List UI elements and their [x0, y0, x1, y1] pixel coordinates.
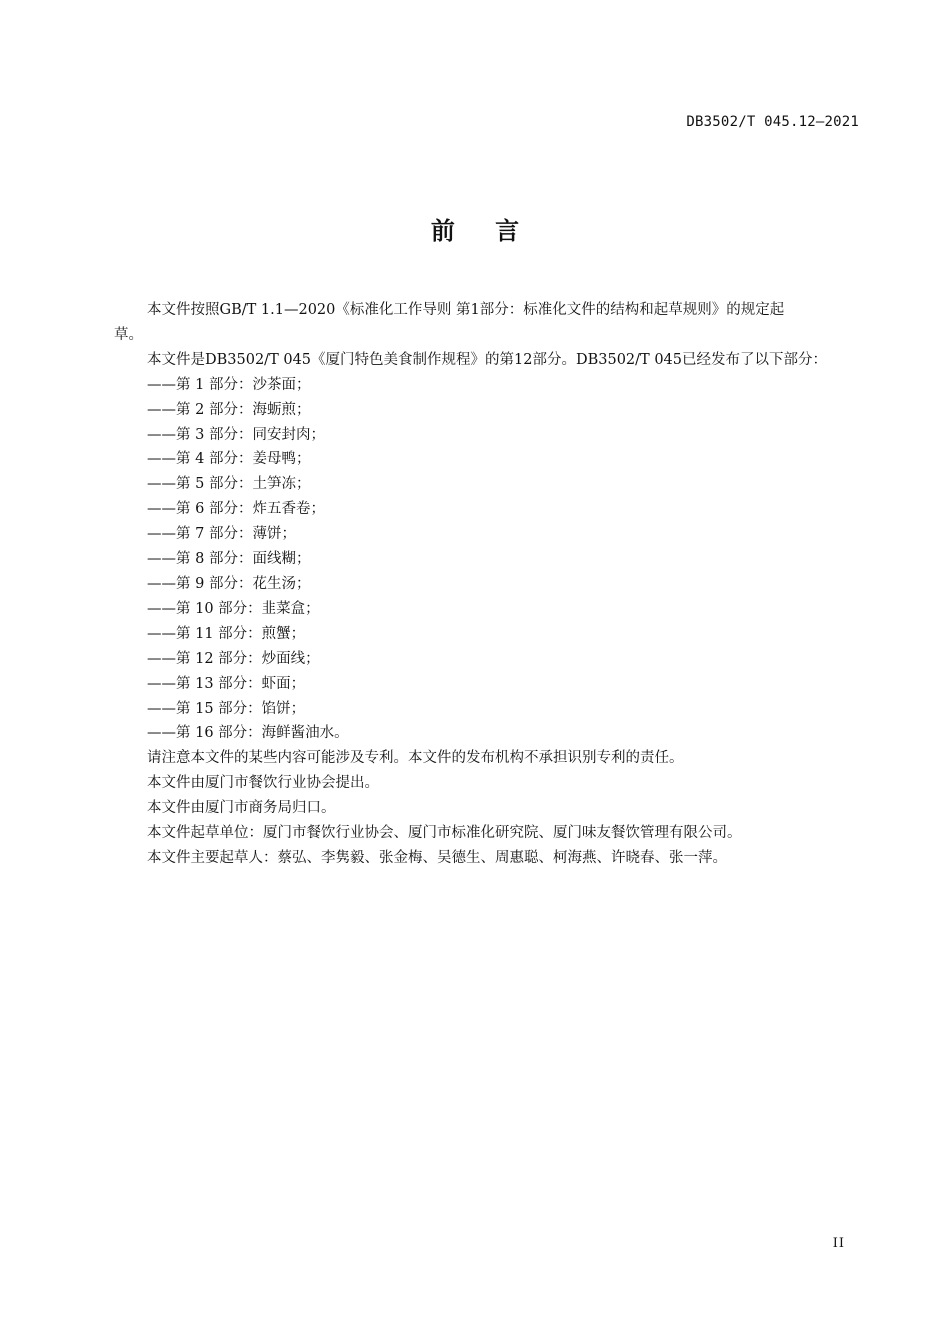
- proposed-by: 本文件由厦门市餐饮行业协会提出。: [147, 775, 379, 792]
- published-parts-list: [114, 373, 860, 747]
- document-body: [114, 298, 860, 871]
- list-item: ——第 8 部分：面线糊；: [147, 551, 311, 568]
- list-item: ——第 6 部分：炸五香卷；: [147, 501, 325, 518]
- list-item: ——第 7 部分：薄饼；: [147, 526, 296, 543]
- drafting-rule-paragraph: [114, 298, 860, 348]
- list-item: ——第 16 部分：海鲜酱油水。: [147, 725, 349, 742]
- list-item: ——第 2 部分：海蛎煎；: [147, 401, 311, 418]
- list-item: ——第 1 部分：沙茶面；: [147, 376, 311, 393]
- list-item: ——第 15 部分：馅饼；: [147, 700, 306, 717]
- drafting-rule-line-2: 草。: [114, 326, 143, 343]
- list-item: ——第 13 部分：虾面；: [147, 675, 306, 692]
- main-drafters: 本文件主要起草人：蔡弘、李隽毅、张金梅、吴德生、周惠聪、柯海燕、许晓春、张一萍。: [147, 849, 727, 866]
- series-paragraph: 本文件是DB3502/T 045《厦门特色美食制作规程》的第12部分。DB3502/T 045已经发布了以下部分：: [147, 351, 827, 368]
- list-item: ——第 4 部分：姜母鸭；: [147, 451, 311, 468]
- list-item: ——第 10 部分：韭菜盒；: [147, 600, 320, 617]
- drafting-rule-line-1: 本文件按照GB/T 1.1—2020《标准化工作导则 第1部分：标准化文件的结构和起草规则》的规定起: [147, 302, 785, 318]
- managed-by: 本文件由厦门市商务局归口。: [147, 800, 336, 817]
- patent-notice: 请注意本文件的某些内容可能涉及专利。本文件的发布机构不承担识别专利的责任。: [147, 750, 684, 767]
- list-item: ——第 5 部分：土笋冻；: [147, 476, 311, 493]
- list-item: ——第 11 部分：煎蟹；: [147, 625, 306, 642]
- list-item: ——第 9 部分：花生汤；: [147, 575, 311, 592]
- list-item: ——第 3 部分：同安封肉；: [147, 426, 325, 443]
- page-title: 前 言: [430, 217, 536, 245]
- document-code: DB3502/T 045.12—2021: [686, 114, 859, 130]
- list-item: ——第 12 部分：炒面线；: [147, 650, 320, 667]
- page-number: II: [832, 1236, 845, 1251]
- drafting-units: 本文件起草单位：厦门市餐饮行业协会、厦门市标准化研究院、厦门味友餐饮管理有限公司。: [147, 825, 742, 842]
